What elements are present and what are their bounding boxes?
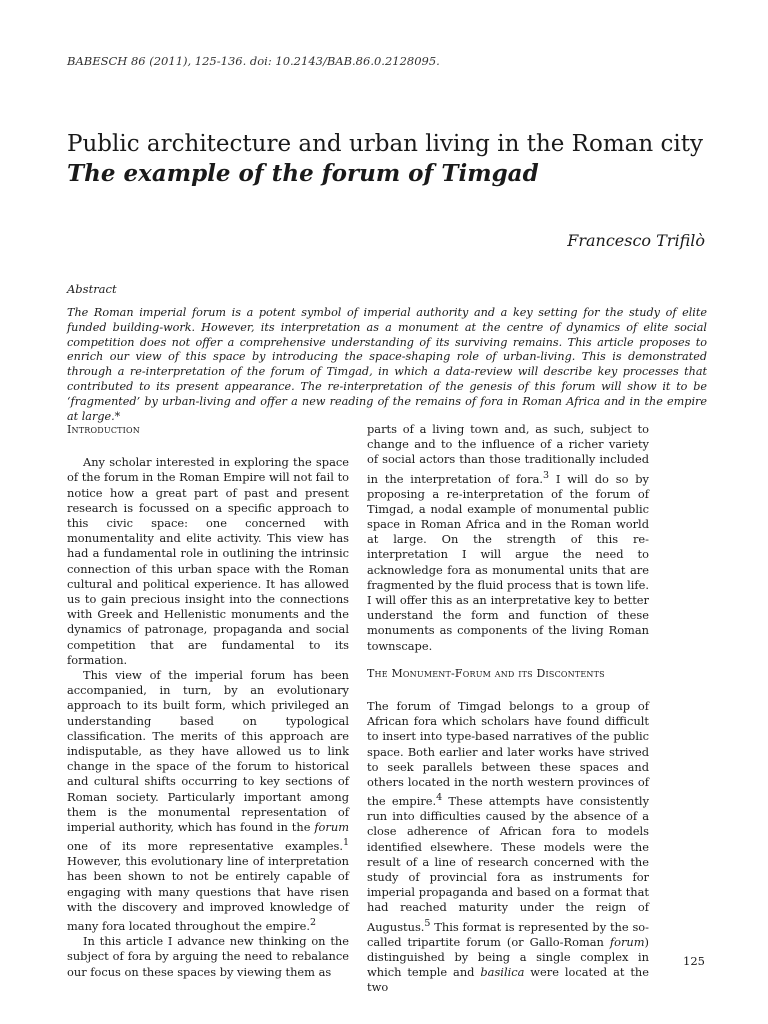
footnote-marker: 5	[424, 917, 431, 929]
paragraph	[367, 699, 649, 995]
paragraph-text: This format is represented by the so-called tripartite forum (or Gallo-Roman	[367, 919, 649, 949]
right-column	[367, 422, 649, 996]
title-block	[67, 130, 707, 188]
paragraph-text: This view of the imperial forum has been accompanied, in turn, by an evolutionary approach to its built form, which privileged an understanding based on typological classification. The merits of this approach are indisputable, as they have allowed us to link change in the space of the forum to historical and cultural shifts occurring to key sections of Roman society. Particularly important among them is the monumental representation of imperial authority, which has found in the	[67, 668, 349, 835]
left-column	[67, 422, 349, 980]
paragraph-text: Any scholar interested in exploring the space of the forum in the Roman Empire will not fail to notice how a great part of past and present research is focussed on a specific approach to this civic space: one concerned with monumentality and elite activity. This view has had a fundamental role in outlining the intrinsic connection of this urban space with the Roman cultural and political experience. It has allowed us to gain precious insight into the connections with Greek and Hellenistic monuments and the dynamics of patronage, propaganda and social competition that are fundamental to its formation.	[67, 455, 350, 667]
italic-term: forum	[314, 820, 349, 835]
paragraph-text: one of its more representative examples.	[67, 839, 343, 854]
paragraph-text: parts of a living town and, as such, subject to change and to the influence of a richer variety of social actors than those traditionally included in the interpretation of fora.	[367, 422, 649, 486]
paragraph	[367, 422, 649, 654]
paragraph	[67, 934, 349, 980]
footnote-marker: 4	[436, 792, 443, 804]
paragraph-text: were located at the two	[367, 965, 649, 995]
journal-citation: BABESCH 86 (2011), 125-136. doi: 10.2143/BAB.86.0.2128095.	[67, 54, 440, 68]
abstract-text: The Roman imperial forum is a potent symbol of imperial authority and a key setting for the study of elite funded building-work. However, its interpretation as a monument at the centre of dynamics of elite social competition does not offer a comprehensive understanding of its surviving remains. This article proposes to enrich our view of this space by introducing the space-shaping role of urban-living. This is demonstrated through a re-interpretation of the forum of Timgad, in which a data-review will describe key processes that contributed to its present appearance. The re-interpretation of the genesis of this forum will show it to be ‘fragmented’ by urban-living and offer a new reading of the remains of fora in Roman Africa and in the empire at large.*	[67, 306, 707, 423]
italic-term: forum	[609, 934, 645, 949]
paragraph	[67, 455, 349, 668]
article-title: Public architecture and urban living in the Roman city	[67, 131, 703, 157]
paragraph-text: In this article I advance new thinking on the subject of fora by arguing the need to rebalance our focus on these spaces by viewing them as	[67, 934, 349, 979]
paragraph	[67, 668, 349, 934]
italic-term: basilica	[480, 965, 525, 980]
paragraph-text: These attempts have consistently run into difficulties caused by the absence of a close adherence of African fora to models identified elsewhere. These models were the result of a line of research concerned with the study of provincial fora as instruments for imperial propaganda and based on a format that had reached maturity under the reign of Augustus.	[367, 794, 650, 934]
paragraph-text: The forum of Timgad belongs to a group of African fora which scholars have found difficult to insert into type-based narratives of the public space. Both earlier and later works have strived to seek parallels between these spaces and others located in the north western provinces of the empire.	[367, 699, 649, 809]
author-name: Francesco Trifilò	[567, 231, 705, 250]
footnote-marker: 3	[543, 469, 550, 481]
paragraph-text: ) distinguished by being a single complex in which temple and	[367, 934, 649, 980]
paragraph-text: However, this evolutionary line of interpretation has been shown to not be entirely capable of engaging with many questions that have risen with the discovery and improved knowledge of many fora located throughout the empire.	[67, 854, 349, 933]
article-subtitle: The example of the forum of Timgad	[67, 160, 539, 187]
section-heading-introduction: Introduction	[67, 423, 140, 436]
footnote-marker: 2	[309, 917, 316, 929]
footnote-marker: 1	[342, 837, 349, 849]
paragraph-text: I will do so by proposing a re-interpretation of the forum of Timgad, a nodal example of monumental public space in Roman Africa and in the Roman world at large. On the strength of this re-interpretation I will argue the need to acknowledge fora as monumental units that are fragmented by the fluid process that is town life. I will offer this as an interpretative key to better understand the form and function of these monuments as components of the living Roman townscape.	[367, 471, 650, 653]
page-number: 125	[683, 954, 705, 968]
section-heading-monument-forum: The Monument-Forum and its Discontents	[367, 666, 605, 680]
abstract-label: Abstract	[67, 282, 117, 296]
